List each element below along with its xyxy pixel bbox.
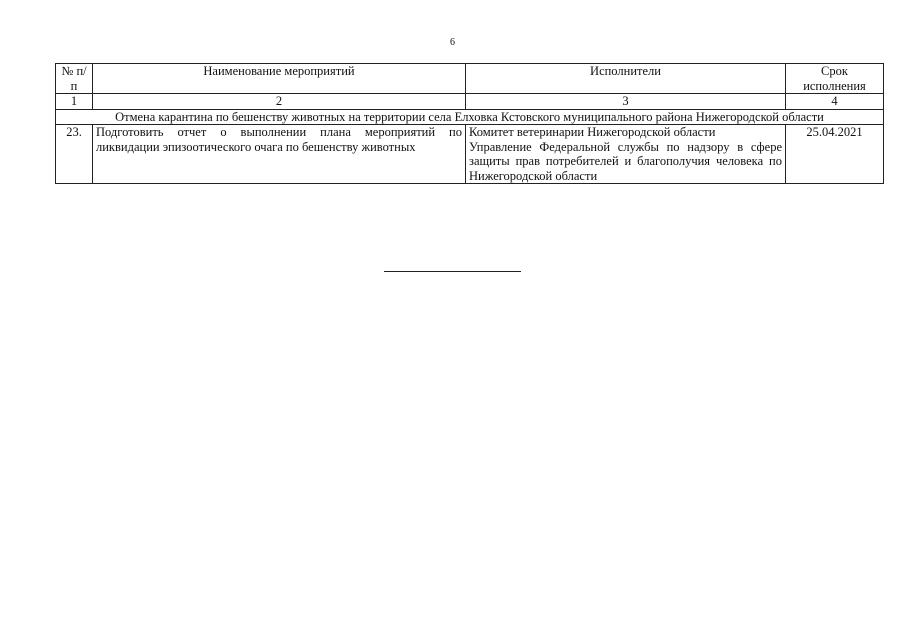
column-number-3: 3 [466, 94, 786, 110]
page-number: 6 [450, 37, 455, 48]
executors-cell [466, 125, 786, 184]
deadline-date: 25.04.2021 [786, 125, 884, 184]
action-plan-table [55, 63, 884, 184]
row-number: 23. [56, 125, 93, 184]
column-number-row [56, 94, 884, 110]
column-number-4: 4 [786, 94, 884, 110]
executor-item: Управление Федеральной службы по надзору в сфере защиты прав потребителей и благополучия человека по Нижегородской области [469, 139, 782, 183]
column-number-1: 1 [56, 94, 93, 110]
section-title: Отмена карантина по бешенству животных на территории села Елховка Кстовского муниципального района Нижегородской области [56, 109, 884, 125]
column-number-2: 2 [93, 94, 466, 110]
table-header-row [56, 64, 884, 94]
header-executors: Исполнители [466, 64, 786, 94]
table-row [56, 125, 884, 184]
header-number: № п/п [56, 64, 93, 94]
executor-item: Комитет ветеринарии Нижегородской области [469, 125, 716, 139]
header-activity-name: Наименование мероприятий [93, 64, 466, 94]
activity-name: Подготовить отчет о выполнении плана мероприятий по ликвидации эпизоотического очага по бешенству животных [93, 125, 466, 184]
header-deadline: Срок исполнения [786, 64, 884, 94]
section-title-row [56, 109, 884, 125]
end-of-table-rule [384, 271, 521, 272]
